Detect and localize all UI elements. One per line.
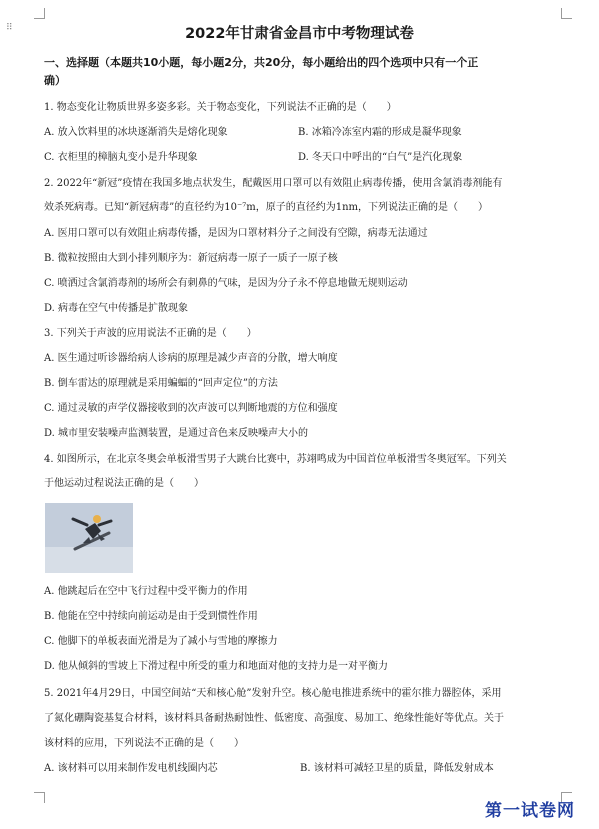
q2-option-d: D. 病毒在空气中传播是扩散现象 bbox=[44, 303, 189, 314]
q5-option-b: B. 该材料可减轻卫星的质量，降低发射成本 bbox=[300, 763, 494, 774]
section-heading-cont: 确） bbox=[44, 74, 66, 87]
q3-stem: 3. 下列关于声波的应用说法不正确的是（ ） bbox=[44, 328, 257, 339]
q1-option-b: B. 冰箱冷冻室内霜的形成是凝华现象 bbox=[298, 127, 462, 138]
snowboarder-photo bbox=[45, 503, 133, 573]
crop-mark-top-right bbox=[561, 8, 572, 19]
q5-stem-line1: 5. 2021年4月29日，中国空间站“天和核心舱”发射升空。核心舱电推进系统中的霍尔推力器腔体，采用 bbox=[44, 688, 502, 699]
q4-stem-line2: 于他运动过程说法正确的是（ ） bbox=[44, 478, 204, 489]
q4-option-c: C. 他脚下的单板表面光滑是为了减小与雪地的摩擦力 bbox=[44, 636, 278, 647]
drag-handle-icon[interactable]: ⠿ bbox=[6, 23, 14, 33]
q1-option-c: C. 衣柜里的樟脑丸变小是升华现象 bbox=[44, 152, 198, 163]
q2-option-c: C. 喷洒过含氯消毒剂的场所会有刺鼻的气味，是因为分子永不停息地做无规则运动 bbox=[44, 278, 408, 289]
q2-option-a: A. 医用口罩可以有效阻止病毒传播，是因为口罩材料分子之间没有空隙，病毒无法通过 bbox=[44, 228, 428, 239]
snowboarder-illustration bbox=[45, 503, 133, 573]
page-title: 2022年甘肃省金昌市中考物理试卷 bbox=[185, 26, 414, 42]
q3-option-c: C. 通过灵敏的声学仪器接收到的次声波可以判断地震的方位和强度 bbox=[44, 403, 338, 414]
q4-stem-line1: 4. 如图所示，在北京冬奥会单板滑雪男子大跳台比赛中，苏翊鸣成为中国首位单板滑雪冬奥冠军。下列关 bbox=[44, 454, 507, 465]
q5-stem-line3: 该材料的应用，下列说法不正确的是（ ） bbox=[44, 738, 244, 749]
site-watermark: 第一试卷网 bbox=[485, 801, 575, 821]
q5-option-a: A. 该材料可以用来制作发电机线圈内芯 bbox=[44, 763, 218, 774]
q3-option-a: A. 医生通过听诊器给病人诊病的原理是减少声音的分散，增大响度 bbox=[44, 353, 338, 364]
q3-option-d: D. 城市里安装噪声监测装置，是通过音色来反映噪声大小的 bbox=[44, 428, 309, 439]
crop-mark-bottom-left bbox=[34, 792, 45, 803]
q1-option-d: D. 冬天口中呼出的“白气”是汽化现象 bbox=[298, 152, 463, 163]
q4-option-b: B. 他能在空中持续向前运动是由于受到惯性作用 bbox=[44, 611, 258, 622]
q2-stem-line1: 2. 2022年“新冠”疫情在我国多地点状发生，配戴医用口罩可以有效阻止病毒传播，使用含氯消毒剂能有 bbox=[44, 178, 503, 189]
q4-option-a: A. 他跳起后在空中飞行过程中受平衡力的作用 bbox=[44, 586, 248, 597]
section-heading: 一、选择题（本题共10小题，每小题2分，共20分，每小题给出的四个选项中只有一个正 bbox=[44, 56, 479, 69]
q4-option-d: D. 他从倾斜的雪坡上下滑过程中所受的重力和地面对他的支持力是一对平衡力 bbox=[44, 661, 389, 672]
q2-stem-line2: 效杀死病毒。已知“新冠病毒”的直径约为10⁻⁷m，原子的直径约为1nm，下列说法正确的是（ ） bbox=[44, 202, 489, 213]
q3-option-b: B. 倒车雷达的原理就是采用蝙蝠的“回声定位”的方法 bbox=[44, 378, 278, 389]
crop-mark-top-left bbox=[34, 8, 45, 19]
q1-stem: 1. 物态变化让物质世界多姿多彩。关于物态变化，下列说法不正确的是（ ） bbox=[44, 102, 397, 113]
q5-stem-line2: 了氮化硼陶瓷基复合材料，该材料具备耐热耐蚀性、低密度、高强度、易加工、绝缘性能好等优点。关于 bbox=[44, 713, 504, 724]
q1-option-a: A. 放入饮料里的冰块逐渐消失是熔化现象 bbox=[44, 127, 228, 138]
q2-option-b: B. 微粒按照由大到小排列顺序为：新冠病毒一原子一质子一原子核 bbox=[44, 253, 338, 264]
